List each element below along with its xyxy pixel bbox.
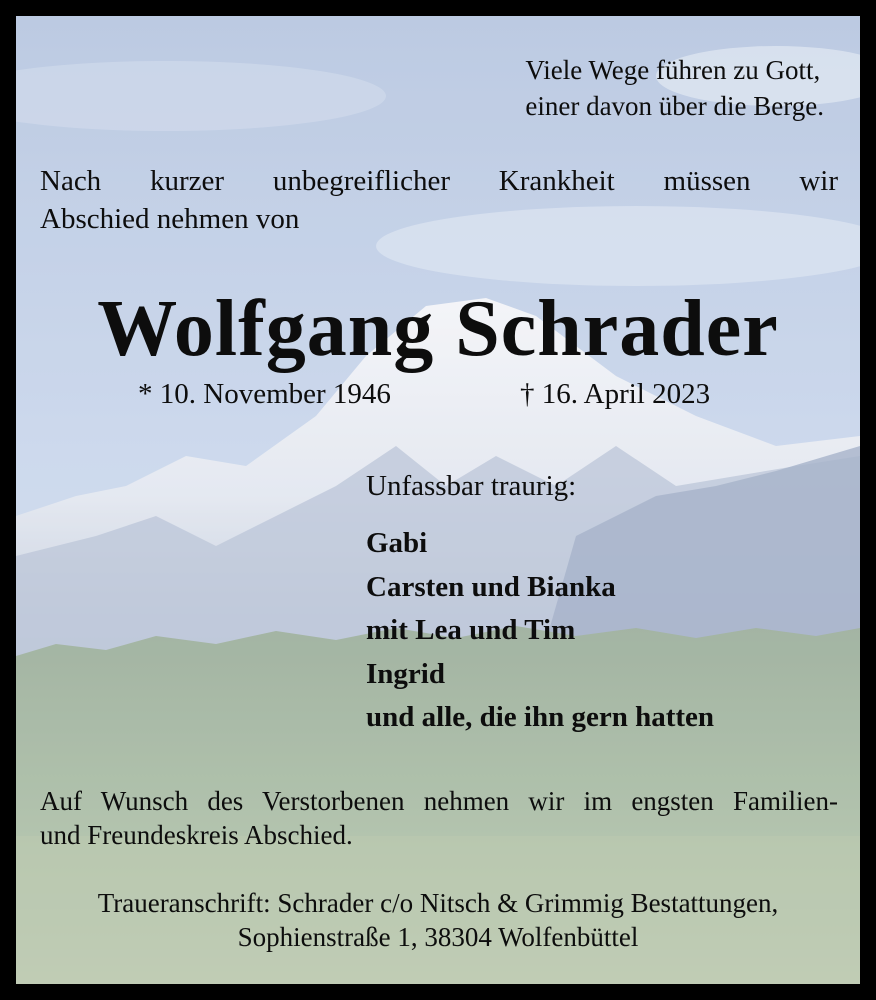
obituary-frame <box>16 16 860 984</box>
motto <box>525 52 824 124</box>
mourning-address <box>16 886 860 954</box>
address-line-2: Sophienstraße 1, 38304 Wolfenbüttel <box>237 922 639 952</box>
mourner-name: und alle, die ihn gern hatten <box>366 701 715 733</box>
notice-line-2: und Freundeskreis Abschied. <box>40 820 353 850</box>
mourners-heading: Unfassbar traurig: <box>366 470 577 502</box>
address-line-1: Traueranschrift: Schrader c/o Nitsch & Grimmig Bestattungen, <box>97 888 779 918</box>
motto-line-1: Viele Wege führen zu Gott, <box>525 55 821 85</box>
obituary-text <box>16 16 860 984</box>
intro-line-1: Nach kurzer unbegreiflicher Krankheit müssen wir <box>40 165 838 197</box>
notice-line-1: Auf Wunsch des Verstorbenen nehmen wir im engsten Familien- <box>40 786 838 816</box>
funeral-notice <box>40 784 838 852</box>
mourner-name: Ingrid <box>366 657 445 690</box>
mourners-list <box>366 522 714 740</box>
death-date: † 16. April 2023 <box>520 378 711 410</box>
deceased-name: Wolfgang Schrader <box>97 285 779 373</box>
motto-line-2: einer davon über die Berge. <box>525 91 824 121</box>
birth-date: * 10. November 1946 <box>138 378 391 410</box>
intro-line-2: Abschied nehmen von <box>40 203 300 235</box>
mourner-name: mit Lea und Tim <box>366 614 576 646</box>
mourner-name: Carsten und Bianka <box>366 570 616 603</box>
intro-text <box>40 162 838 238</box>
mourner-name: Gabi <box>366 527 428 559</box>
